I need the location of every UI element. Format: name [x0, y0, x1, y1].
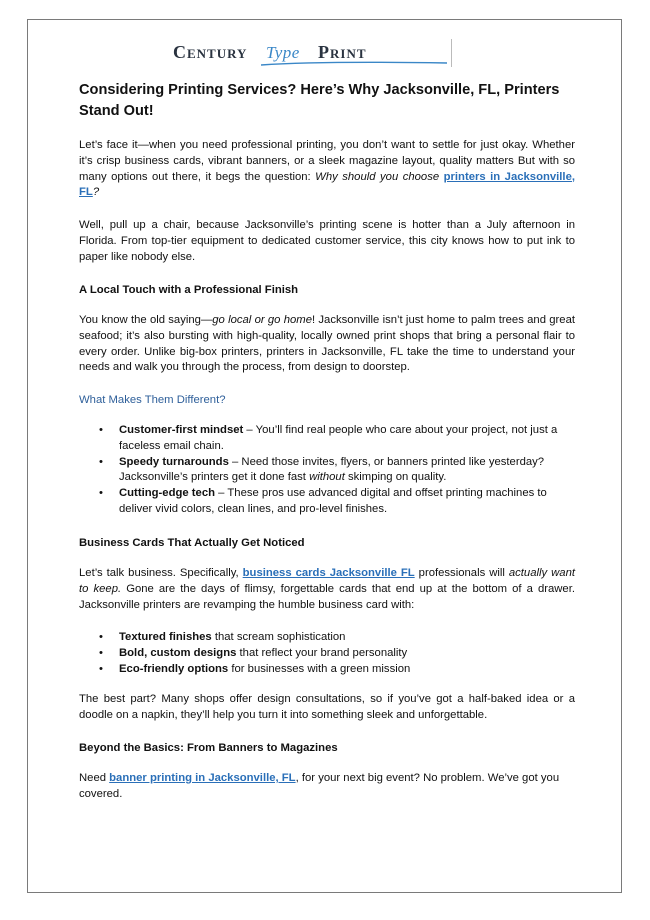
list-item: • Eco-friendly options for businesses with a green mission [99, 662, 411, 675]
page-title: Considering Printing Services? Here’s Why Jacksonville, FL, Printers Stand Out! [79, 82, 560, 119]
paragraph-business-cards: Let’s talk business. Specifically, business cards Jacksonville FL professionals will actually want to keep. Gone are the days of flimsy, forgettable cards that end up at the bottom of a drawer. Jacksonville printers are revamping the humble business card with: [79, 567, 575, 611]
logo-word-print: Print [318, 42, 367, 62]
section-heading-local-touch: A Local Touch with a Professional Finish [79, 284, 299, 296]
intro-paragraph: Let’s face it—when you need professional printing, you don’t want to settle for just okay. Whether it’s crisp business cards, vibrant banners, or a sleek magazine layout, quality matters But with so many options out there, it begs the question: Why should you choose printers in Jacksonville, FL? [79, 139, 575, 199]
company-logo [173, 39, 453, 69]
paragraph-design-consultations: The best part? Many shops offer design consultations, so if you’ve got a half-baked idea or a doodle on a napkin, they’ll help you turn it into something sleek and unforgettable. [79, 693, 575, 721]
list-item: • Customer-first mindset – You’ll find real people who care about your project, not just a faceless email chain. [99, 424, 558, 452]
list-item: • Bold, custom designs that reflect your brand personality [99, 646, 408, 659]
subheading-what-makes-them-different: What Makes Them Different? [79, 394, 226, 406]
section-heading-beyond-basics: Beyond the Basics: From Banners to Magazines [79, 742, 338, 754]
paragraph-local-touch: You know the old saying—go local or go home! Jacksonville isn’t just home to palm trees and great seafood; it’s also bursting with high-quality, locally owned print shops that bring a personal flair to every order. Unlike big-box printers, printers in Jacksonville, FL take the time to understand your needs and walk you through the process, from design to doorstep. [79, 314, 575, 374]
differences-list [79, 423, 575, 518]
banner-printing-link[interactable]: banner printing in Jacksonville, FL [109, 772, 296, 784]
list-item: • Cutting-edge tech – These pros use advanced digital and offset printing machines to deliver vivid colors, clean lines, and pro-level finishes. [99, 487, 547, 515]
business-card-features-list [79, 630, 575, 677]
list-item: • Textured finishes that scream sophistication [99, 631, 346, 643]
paragraph-banners: Need banner printing in Jacksonville, FL, for your next big event? No problem. We’ve got you covered. [79, 772, 560, 800]
logo-divider [451, 39, 452, 67]
paragraph-scene: Well, pull up a chair, because Jacksonville’s printing scene is hotter than a July afternoon in Florida. From top-tier equipment to dedicated customer service, this city knows how to put ink to paper like nobody else. [79, 219, 575, 263]
list-item: • Speedy turnarounds – Need those invites, flyers, or banners printed like yesterday? Jacksonville’s printers get it done fast without skimping on quality. [99, 455, 545, 484]
logo-word-century: Century [173, 42, 248, 62]
section-heading-business-cards: Business Cards That Actually Get Noticed [79, 537, 305, 549]
logo-word-type: Type [266, 43, 300, 62]
printers-jacksonville-link[interactable]: printers in Jacksonville, FL [79, 170, 575, 199]
business-cards-link[interactable]: business cards Jacksonville FL [242, 567, 415, 579]
logo-swoosh [261, 61, 447, 67]
